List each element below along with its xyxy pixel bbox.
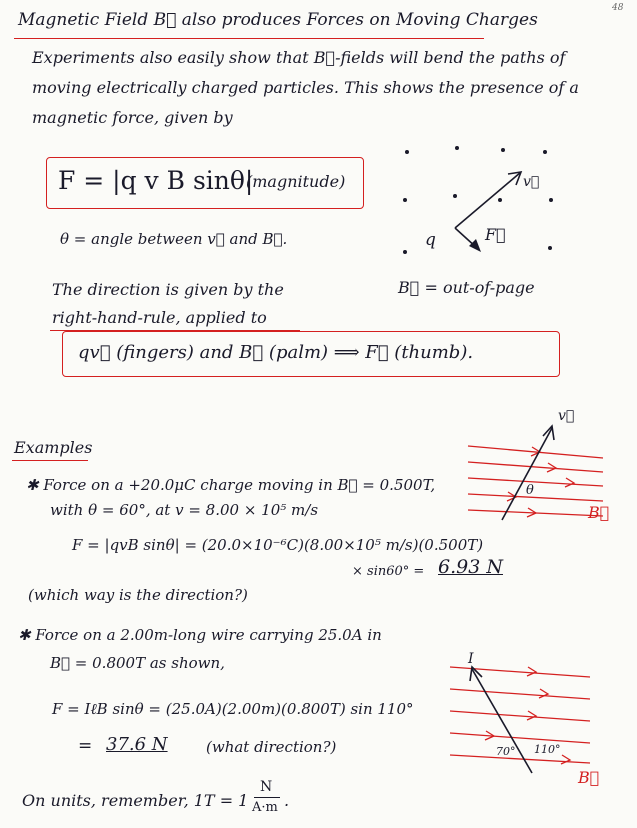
- velocity-vector: [455, 172, 521, 228]
- formula-note: (magnitude): [246, 172, 346, 191]
- units-numerator: N: [260, 779, 273, 795]
- intro-line-3: magnetic force, given by: [32, 108, 233, 127]
- angle-110-label: 110°: [534, 743, 561, 756]
- intro-line-2: moving electrically charged particles. This shows the presence of a: [32, 78, 579, 97]
- direction-line-2: right-hand-rule, applied to: [52, 308, 267, 327]
- ex1-velocity-label: v⃗: [558, 408, 575, 424]
- charge-force-figure: [395, 140, 565, 265]
- ex2-b-label: B⃗: [578, 768, 600, 787]
- ex2-line-4-prefix: =: [78, 736, 93, 756]
- intro-line-1: Experiments also easily show that B⃗-fields will bend the paths of: [32, 48, 566, 67]
- units-text: On units, remember, 1T = 1: [22, 791, 249, 810]
- ex2-line-2: B⃗ = 0.800T as shown,: [50, 654, 225, 672]
- charge-label: q: [425, 230, 436, 250]
- ex1-field-figure: [468, 398, 618, 523]
- velocity-label: v⃗: [523, 174, 540, 190]
- examples-underline: [12, 460, 88, 461]
- ex1-b-label: B⃗: [588, 503, 610, 522]
- ex1-line-4: × sin60° =: [352, 564, 425, 579]
- title-underline: [14, 38, 484, 39]
- rhr-rule: qv⃗ (fingers) and B⃗ (palm) ⟹ F⃗ (thumb).: [78, 342, 474, 363]
- field-lines-ex1: [468, 446, 603, 517]
- ex1-line-1: ✱ Force on a +20.0μC charge moving in B⃗ = 0.500T,: [26, 476, 436, 494]
- current-label: I: [468, 651, 474, 667]
- field-lines-ex2: [450, 667, 590, 764]
- ex2-answer: 37.6 N: [106, 734, 168, 755]
- ex2-line-3: F = IℓB sinθ = (25.0A)(2.00m)(0.800T) sin 110°: [52, 700, 414, 718]
- ex1-line-2: with θ = 60°, at v = 8.00 × 10⁵ m/s: [50, 501, 319, 519]
- ex1-answer: 6.93 N: [438, 556, 503, 578]
- examples-heading: Examples: [14, 438, 93, 457]
- ex1-theta-label: θ: [526, 483, 534, 498]
- page-title: Magnetic Field B⃗ also produces Forces on Moving Charges: [18, 10, 538, 30]
- ex2-line-1: ✱ Force on a 2.00m-long wire carrying 25.0A in: [18, 626, 382, 644]
- ex1-question: (which way is the direction?): [28, 586, 248, 604]
- ex2-question: (what direction?): [206, 738, 337, 756]
- angle-70-label: 70°: [496, 745, 516, 758]
- b-out-of-page-label: B⃗ = out-of-page: [398, 278, 535, 297]
- force-formula: F = |q v B sinθ|: [58, 166, 254, 195]
- page-number: 48: [612, 3, 624, 13]
- force-label: F⃗: [485, 225, 506, 244]
- units-denominator: A·m: [252, 800, 278, 815]
- theta-definition: θ = angle between v⃗ and B⃗.: [60, 230, 288, 248]
- units-fraction-bar: [254, 797, 280, 798]
- units-end: .: [284, 791, 290, 810]
- force-arrowhead: [469, 239, 481, 252]
- direction-line-1: The direction is given by the: [52, 280, 284, 299]
- ex2-wire-figure: [450, 645, 600, 785]
- ex1-line-3: F = |qvB sinθ| = (20.0×10⁻⁶C)(8.00×10⁵ m/s)(0.500T): [72, 536, 484, 554]
- ex1-velocity-vector: [502, 428, 552, 520]
